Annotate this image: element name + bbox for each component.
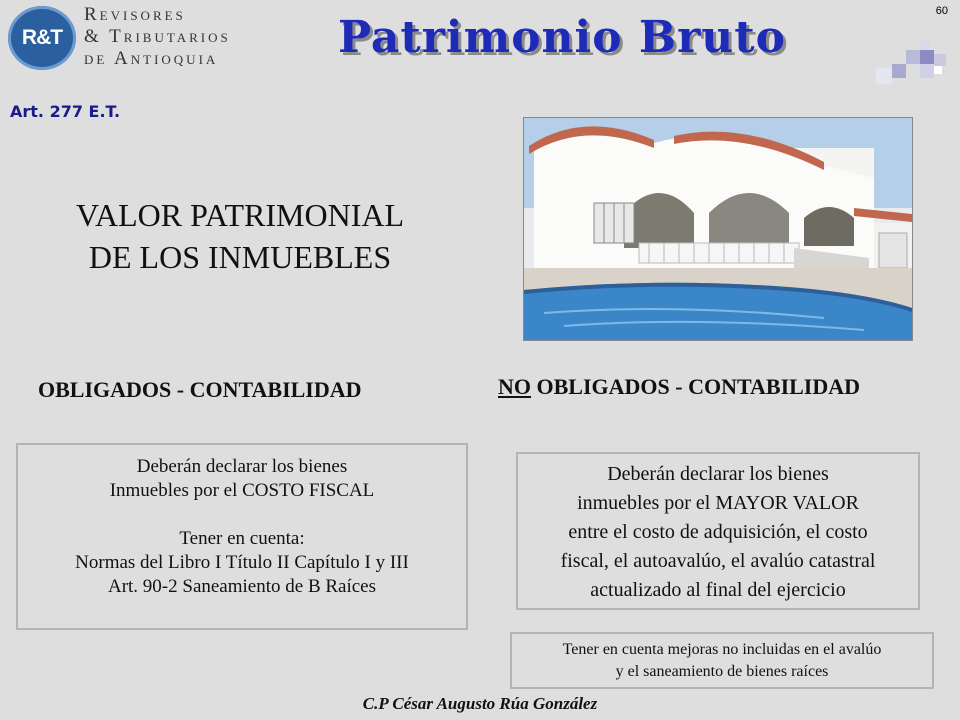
- slide-title: Patrimonio Bruto: [338, 12, 786, 63]
- section-heading: [0, 194, 480, 278]
- obligados-box: [16, 443, 468, 630]
- author-footer: C.P César Augusto Rúa González: [362, 694, 598, 713]
- obligados-line: Normas del Libro I Título II Capítulo I y III: [75, 552, 409, 573]
- logo-line-3: de Antioquia: [84, 48, 219, 69]
- obligados-subtitle: OBLIGADOS - CONTABILIDAD: [38, 377, 362, 402]
- note-line: Tener en cuenta mejoras no incluidas en el avalúo: [562, 641, 882, 658]
- logo-badge-text: R&T: [21, 26, 63, 49]
- no-obligados-line: inmuebles por el MAYOR VALOR: [577, 492, 859, 514]
- logo-line-1: Revisores: [84, 4, 186, 25]
- company-logo: [6, 4, 232, 74]
- no-obligados-line: fiscal, el autoavalúo, el avalúo catastral: [560, 550, 876, 572]
- logo-line-2: & Tributarios: [84, 26, 231, 47]
- obligados-line: Inmuebles por el COSTO FISCAL: [109, 480, 375, 501]
- obligados-line: Deberán declarar los bienes: [136, 456, 348, 477]
- note-line: y el saneamiento de bienes raíces: [615, 663, 829, 680]
- logo-badge: [8, 6, 76, 70]
- slide-number: 60: [935, 5, 948, 17]
- no-obligados-subtitle: [498, 374, 860, 400]
- obligados-line-spacer: [18, 503, 466, 527]
- decorative-squares-icon: [876, 40, 946, 84]
- no-obligados-line: actualizado al final del ejercicio: [590, 579, 846, 601]
- no-obligados-rest: OBLIGADOS - CONTABILIDAD: [531, 374, 861, 399]
- no-obligados-box: [516, 452, 920, 610]
- heading-line-1: VALOR PATRIMONIAL: [75, 197, 405, 233]
- no-obligados-line: Deberán declarar los bienes: [607, 463, 829, 485]
- house-with-pool-photo: [523, 117, 913, 341]
- heading-line-2: DE LOS INMUEBLES: [88, 239, 392, 275]
- obligados-line: Art. 90-2 Saneamiento de B Raíces: [107, 576, 377, 597]
- no-obligados-line: entre el costo de adquisición, el costo: [568, 521, 868, 543]
- article-reference: Art. 277 E.T.: [10, 102, 121, 121]
- improvements-note-box: [510, 632, 934, 689]
- no-obligados-no: NO: [498, 374, 531, 399]
- obligados-line: Tener en cuenta:: [179, 528, 305, 549]
